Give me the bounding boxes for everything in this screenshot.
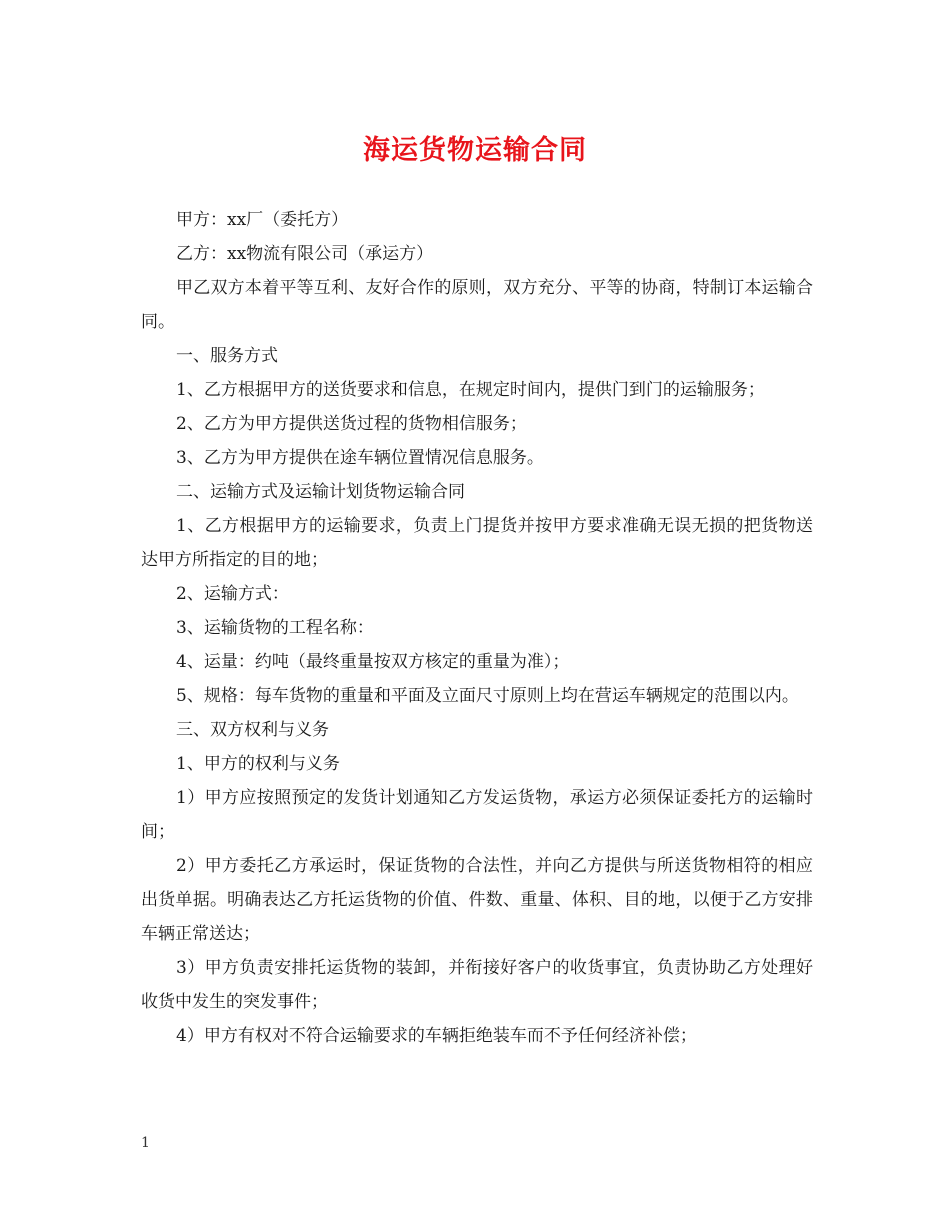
party-b: 乙方：xx物流有限公司（承运方） bbox=[176, 244, 434, 264]
document-body bbox=[141, 203, 813, 1053]
clause-3-1-4: 4）甲方有权对不符合运输要求的车辆拒绝装车而不予任何经济补偿； bbox=[176, 1026, 697, 1046]
document-title: 海运货物运输合同 bbox=[363, 135, 587, 166]
clause-2-3: 3、运输货物的工程名称： bbox=[176, 618, 374, 638]
clause-3-1-2: 2）甲方委托乙方承运时，保证货物的合法性，并向乙方提供与所送货物相符的相应出货单据。明确表达乙方托运货物的价值、件数、重量、体积、目的地，以便于乙方安排车辆正常送达； bbox=[141, 856, 813, 944]
clause-2-5: 5、规格：每车货物的重量和平面及立面尺寸原则上均在营运车辆规定的范围以内。 bbox=[176, 686, 799, 706]
clause-1-3: 3、乙方为甲方提供在途车辆位置情况信息服务。 bbox=[176, 448, 544, 468]
page-number: 1 bbox=[141, 1135, 150, 1151]
preamble: 甲乙双方本着平等互利、友好合作的原则，双方充分、平等的协商，特制订本运输合同。 bbox=[141, 278, 813, 332]
section-heading-2: 二、运输方式及运输计划货物运输合同 bbox=[176, 482, 465, 502]
subsection-heading-3-1: 1、甲方的权利与义务 bbox=[176, 754, 340, 774]
clause-1-2: 2、乙方为甲方提供送货过程的货物相信服务； bbox=[176, 414, 527, 434]
clause-1-1: 1、乙方根据甲方的送货要求和信息，在规定时间内，提供门到门的运输服务； bbox=[176, 380, 765, 400]
clause-2-1: 1、乙方根据甲方的运输要求，负责上门提货并按甲方要求准确无误无损的把货物送达甲方所指定的目的地； bbox=[141, 516, 813, 570]
section-heading-3: 三、双方权利与义务 bbox=[176, 720, 329, 740]
clause-3-1-1: 1）甲方应按照预定的发货计划通知乙方发运货物，承运方必须保证委托方的运输时间； bbox=[141, 788, 813, 842]
clause-2-2: 2、运输方式： bbox=[176, 584, 289, 604]
section-heading-1: 一、服务方式 bbox=[176, 346, 278, 366]
clause-3-1-3: 3）甲方负责安排托运货物的装卸，并衔接好客户的收货事宜，负责协助乙方处理好收货中发生的突发事件； bbox=[141, 958, 813, 1012]
party-a: 甲方：xx厂（委托方） bbox=[176, 210, 349, 230]
clause-2-4: 4、运量：约吨（最终重量按双方核定的重量为准）； bbox=[176, 652, 570, 672]
